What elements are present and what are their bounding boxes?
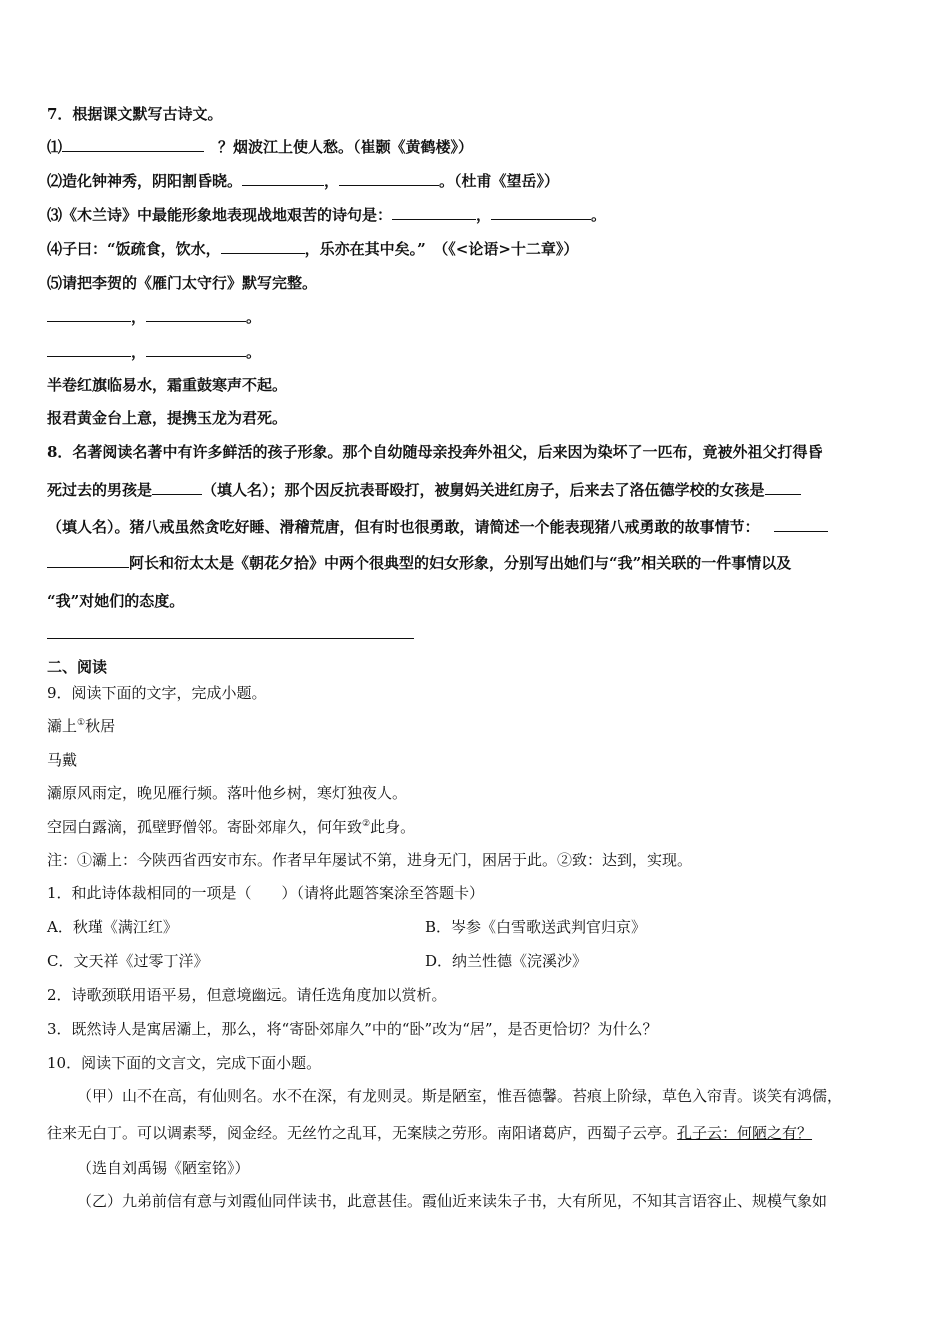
answer-blank[interactable] (47, 553, 129, 568)
q10-title: 10．阅读下面的文言文，完成下面小题。 (47, 1054, 322, 1072)
poem-line: 空园白露滴，孤壁野僧邻。寄卧郊扉久，何年致②此身。 (47, 818, 416, 836)
poem-line: 报君黄金台上意，提携玉龙为君死。 (47, 409, 288, 427)
answer-blank[interactable] (765, 480, 801, 495)
poem-author: 马戴 (47, 751, 78, 769)
q7-item-1: ⑴ ？烟波江上使人愁。（崔颢《黄鹤楼》） (47, 138, 474, 156)
answer-blank[interactable] (339, 171, 439, 186)
answer-blank[interactable] (242, 171, 324, 186)
answer-blank[interactable] (491, 205, 591, 220)
passage-source: （选自刘禹锡《陋室铭》） (77, 1159, 250, 1177)
answer-blank[interactable] (62, 137, 204, 152)
answer-rule[interactable] (47, 638, 414, 639)
passage-line: （乙）九弟前信有意与刘霞仙同伴读书，此意甚佳。霞仙近来读朱子书，大有所见，不知其言语容止、规模气象如 (77, 1192, 828, 1210)
option-d[interactable]: D．纳兰性德《浣溪沙》 (425, 952, 588, 970)
answer-blank[interactable] (47, 342, 131, 357)
option-row (47, 917, 906, 937)
option-b[interactable]: B．岑参《白雪歌送武判官归京》 (425, 918, 647, 936)
passage-line: （甲）山不在高，有仙则名。水不在深，有龙则灵。斯是陋室，惟吾德馨。苔痕上阶绿，草色入帘青。谈笑有鸿儒， (77, 1087, 843, 1105)
section-heading: 二、阅读 (47, 658, 108, 676)
poem-line: 灞原风雨定，晚见雁行频。落叶他乡树，寒灯独夜人。 (47, 784, 408, 802)
answer-blank[interactable] (47, 307, 131, 322)
q8-line: 阿长和衍太太是《朝花夕拾》中两个很典型的妇女形象，分别写出她们与“我”相关联的一件事情以及 (47, 553, 906, 573)
answer-blank[interactable] (774, 517, 828, 532)
answer-blank[interactable] (221, 239, 305, 254)
q7-blank-line: ， 。 (47, 342, 906, 362)
option-a[interactable]: A．秋瑾《满江红》 (47, 918, 178, 936)
q7-item-3: ⑶《木兰诗》中最能形象地表现战地艰苦的诗句是： ， 。 (47, 206, 607, 224)
answer-blank[interactable] (146, 307, 246, 322)
q8-line: “我”对她们的态度。 (47, 592, 185, 610)
q7-title: 7．根据课文默写古诗文。 (47, 105, 223, 123)
passage-line: 往来无白丁。可以调素琴，阅金经。无丝竹之乱耳，无案牍之劳形。南阳诸葛庐，西蜀子云亭。孔子云：何陋之有？ (47, 1124, 813, 1142)
poem-title: 灞上①秋居 (47, 717, 116, 735)
sub-question: 3．既然诗人是寓居灞上，那么，将“寄卧郊扉久”中的“卧”改为“居”，是否更恰切？为什么？ (47, 1020, 658, 1038)
q9-title: 9．阅读下面的文字，完成小题。 (47, 684, 267, 702)
q7-blank-line: ， 。 (47, 307, 906, 327)
sub-question: 1．和此诗体裁相同的一项是（ ）（请将此题答案涂至答题卡） (47, 884, 485, 902)
answer-blank[interactable] (146, 342, 246, 357)
q7-item-2: ⑵造化钟神秀，阴阳割昏晓。 ， 。（杜甫《望岳》） (47, 172, 560, 190)
poem-note: 注：①灞上：今陕西省西安市东。作者早年屡试不第，进身无门，困居于此。②致：达到，实现。 (47, 851, 693, 869)
option-row (47, 951, 906, 971)
option-c[interactable]: C．文天祥《过零丁洋》 (47, 952, 209, 970)
answer-blank[interactable] (152, 480, 202, 495)
q7-item-5: ⑸请把李贺的《雁门太守行》默写完整。 (47, 274, 318, 292)
poem-line: 半卷红旗临易水，霜重鼓寒声不起。 (47, 376, 288, 394)
q8-line: （填人名）。猪八戒虽然贪吃好睡、滑稽荒唐，但有时也很勇敢，请简述一个能表现猪八戒勇敢的故事情节： (47, 517, 906, 537)
q8-line: 8．名著阅读名著中有许多鲜活的孩子形象。那个自幼随母亲投奔外祖父，后来因为染坏了一匹布，竟被外祖父打得昏 (47, 443, 823, 461)
q8-line: 死过去的男孩是 （填人名）；那个因反抗表哥殴打，被舅妈关进红房子，后来去了洛伍德学校的女孩是 (47, 480, 906, 500)
q7-item-4: ⑷子曰：“饭疏食，饮水， ，乐亦在其中矣。” （《<论语>十二章》） (47, 240, 579, 258)
answer-blank[interactable] (392, 205, 476, 220)
sub-question: 2．诗歌颈联用语平易，但意境幽远。请任选角度加以赏析。 (47, 986, 447, 1004)
